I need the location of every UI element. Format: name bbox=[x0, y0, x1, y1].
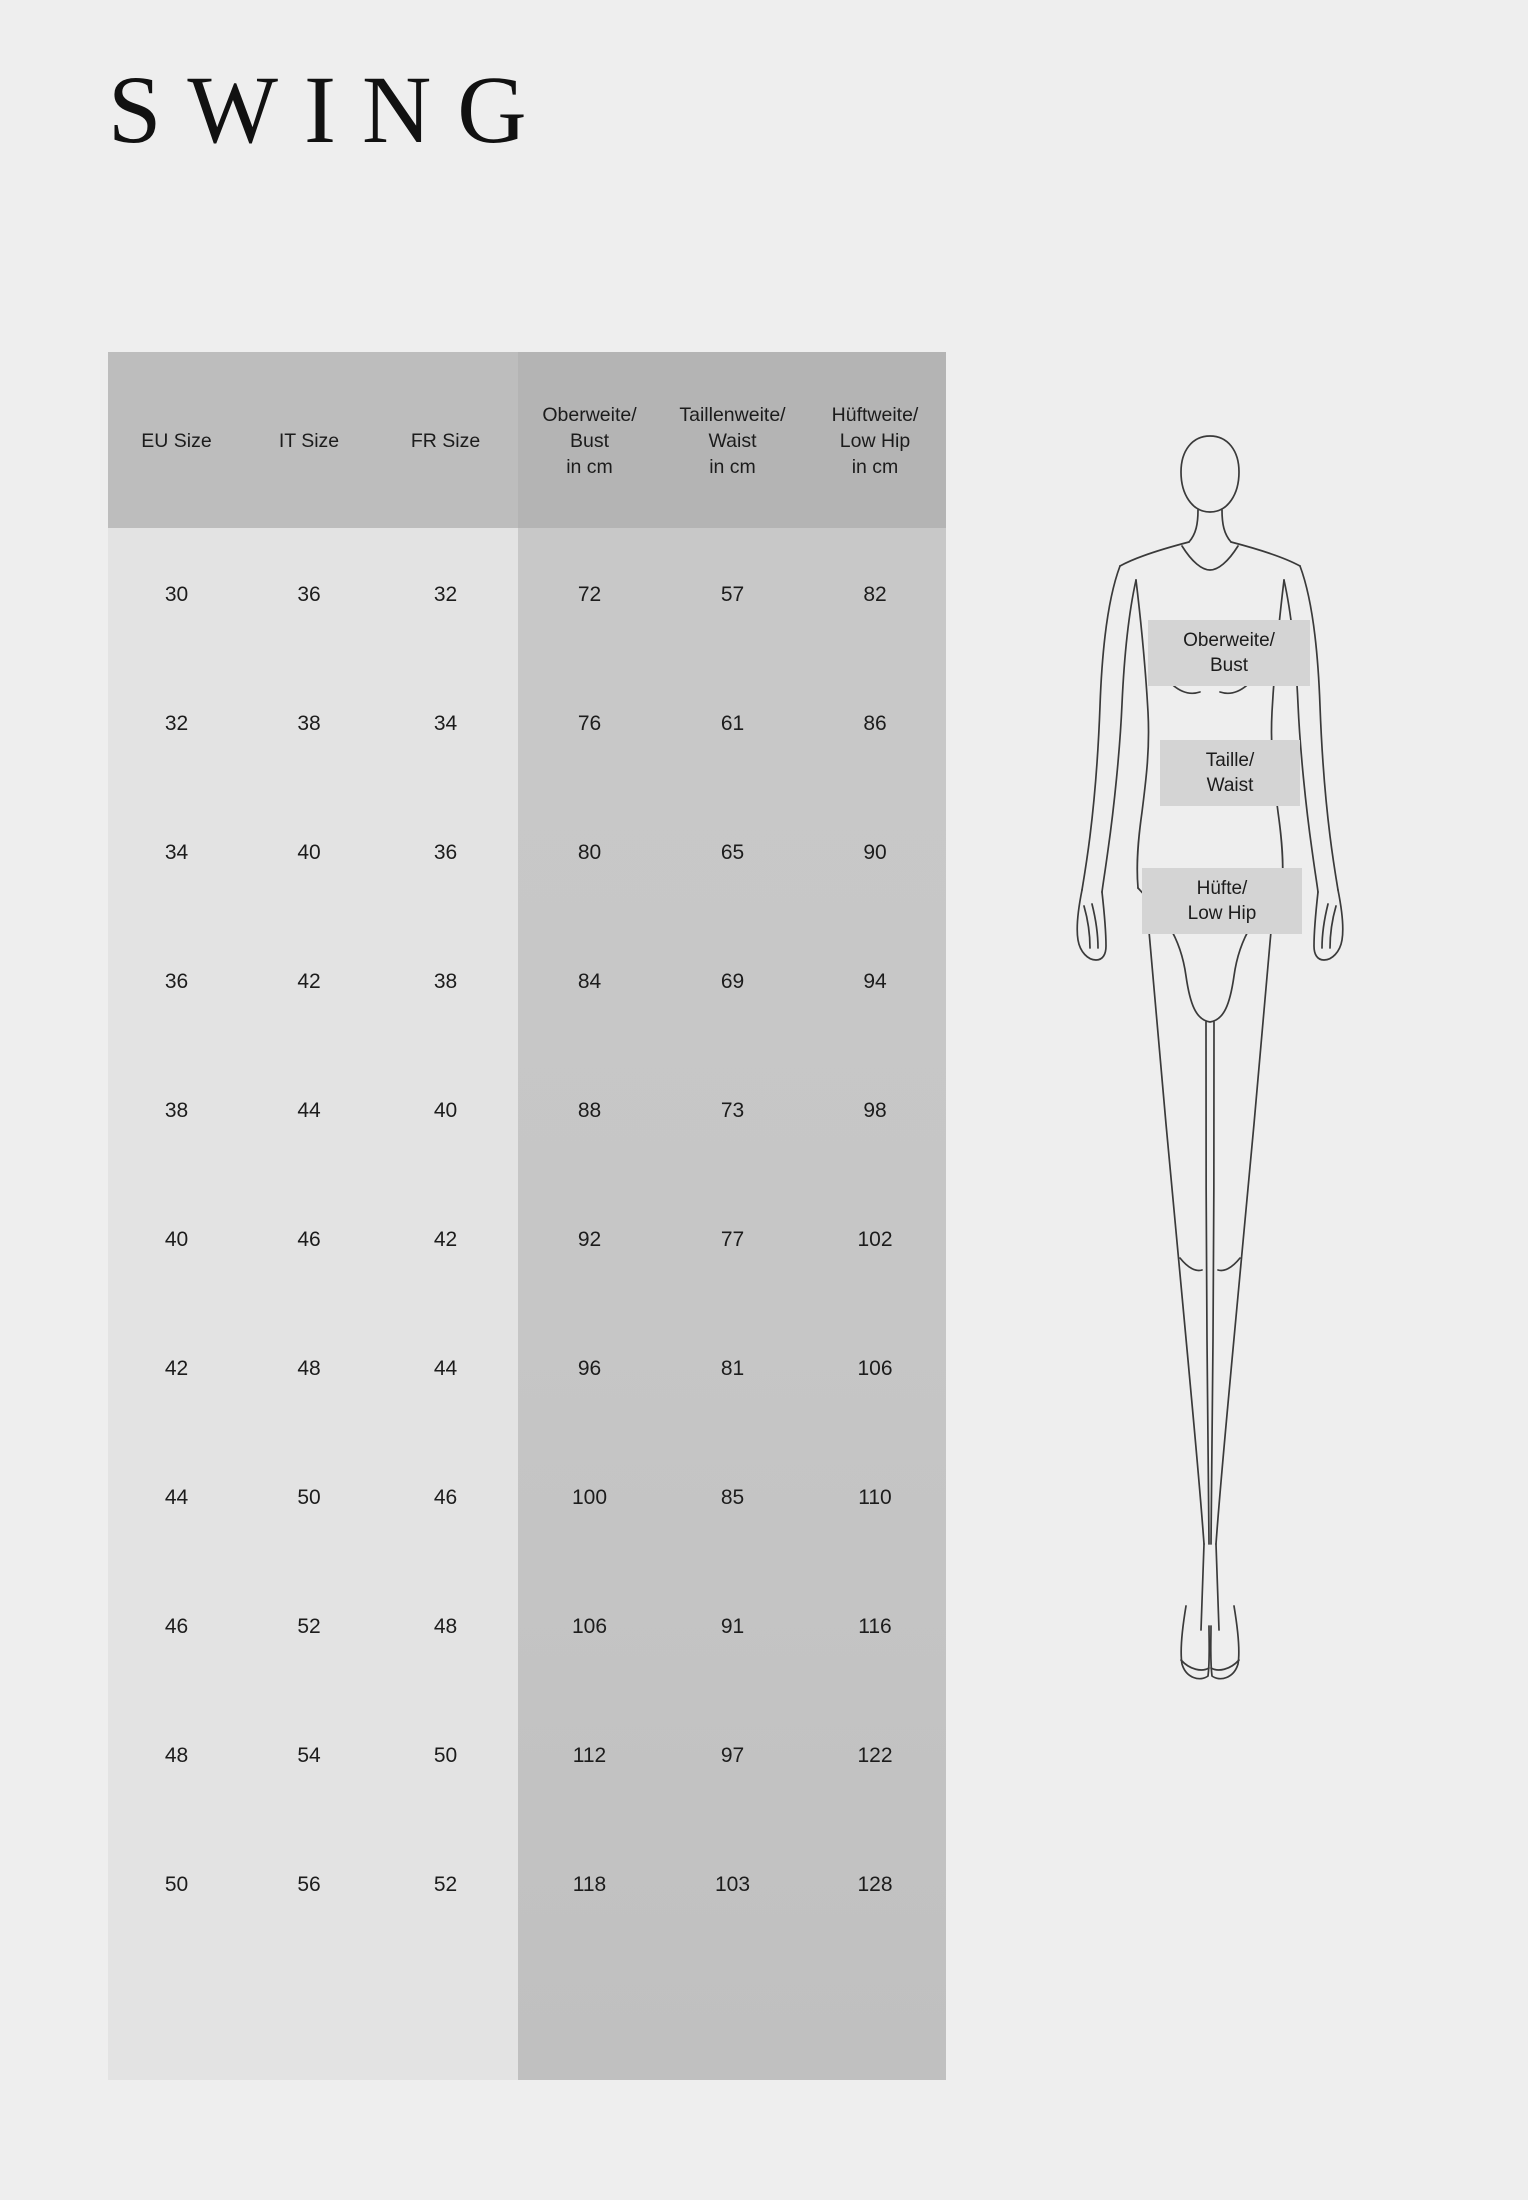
cell-bust: 72 bbox=[577, 582, 602, 606]
cell-eu-size: 36 bbox=[164, 969, 189, 993]
brand-logo: SWING bbox=[108, 56, 553, 163]
cell-waist: 97 bbox=[720, 1743, 745, 1767]
label-bust bbox=[1148, 620, 1310, 686]
cell-fr-size: 44 bbox=[433, 1356, 458, 1380]
cell-eu-size: 40 bbox=[164, 1227, 189, 1251]
hand-left bbox=[1077, 890, 1106, 960]
foot-left-toe bbox=[1181, 1660, 1209, 1670]
cell-waist: 85 bbox=[720, 1485, 745, 1509]
foot-right bbox=[1211, 1606, 1239, 1679]
knee-left bbox=[1180, 1258, 1202, 1271]
label-bust-line2: Bust bbox=[1209, 655, 1249, 677]
cell-low-hip: 82 bbox=[863, 582, 887, 606]
column-header-bust-line3: in cm bbox=[566, 456, 613, 479]
leg-right-outer bbox=[1216, 920, 1272, 1544]
table-row bbox=[108, 917, 946, 1046]
cell-waist: 91 bbox=[720, 1614, 745, 1638]
cell-eu-size: 50 bbox=[164, 1872, 189, 1896]
cell-it-size: 42 bbox=[297, 969, 321, 993]
cell-it-size: 44 bbox=[297, 1098, 321, 1122]
cell-bust: 106 bbox=[571, 1614, 608, 1638]
cell-waist: 77 bbox=[720, 1227, 745, 1251]
cell-bust: 92 bbox=[577, 1227, 602, 1251]
cell-fr-size: 40 bbox=[433, 1098, 458, 1122]
hand-right bbox=[1314, 890, 1343, 960]
size-chart-table bbox=[108, 352, 946, 1949]
column-header-waist-line1: Taillenweite/ bbox=[679, 403, 786, 426]
cell-bust: 84 bbox=[577, 969, 602, 993]
neck-left bbox=[1189, 510, 1198, 542]
hand-left-finger2 bbox=[1092, 904, 1098, 948]
cell-bust: 96 bbox=[577, 1356, 602, 1380]
cell-it-size: 52 bbox=[297, 1614, 321, 1638]
cell-eu-size: 42 bbox=[164, 1356, 189, 1380]
cell-it-size: 56 bbox=[297, 1872, 321, 1896]
column-header-eu-size bbox=[108, 352, 245, 530]
column-header-bust-line2: Bust bbox=[569, 429, 610, 452]
label-waist bbox=[1160, 740, 1300, 806]
column-header-bust-line1: Oberweite/ bbox=[542, 403, 637, 426]
ankle-right-outer bbox=[1216, 1544, 1219, 1630]
label-waist-line2: Waist bbox=[1206, 775, 1254, 797]
table-row bbox=[108, 1304, 946, 1433]
cell-bust: 88 bbox=[577, 1098, 602, 1122]
cell-fr-size: 36 bbox=[433, 840, 458, 864]
table-row bbox=[108, 788, 946, 917]
cell-it-size: 36 bbox=[297, 582, 321, 606]
cell-it-size: 40 bbox=[297, 840, 321, 864]
table-row bbox=[108, 1433, 946, 1562]
cell-waist: 103 bbox=[714, 1872, 751, 1896]
table-header-row bbox=[108, 352, 946, 530]
cell-low-hip: 94 bbox=[863, 969, 887, 993]
column-header-fr-size bbox=[373, 352, 518, 530]
cell-fr-size: 32 bbox=[433, 582, 458, 606]
cell-low-hip: 128 bbox=[857, 1872, 893, 1896]
cell-waist: 61 bbox=[720, 711, 745, 735]
table-row bbox=[108, 1820, 946, 1949]
column-header-bust bbox=[518, 352, 661, 530]
cell-eu-size: 32 bbox=[164, 711, 189, 735]
cell-low-hip: 110 bbox=[858, 1485, 892, 1509]
arm-right-outer bbox=[1300, 566, 1338, 890]
column-header-it-size bbox=[245, 352, 373, 530]
cell-fr-size: 38 bbox=[433, 969, 458, 993]
cell-low-hip: 86 bbox=[863, 711, 887, 735]
column-header-fr-size-line1: FR Size bbox=[410, 429, 481, 452]
column-header-low-hip bbox=[804, 352, 946, 530]
cell-low-hip: 102 bbox=[857, 1227, 893, 1251]
hand-right-finger1 bbox=[1330, 906, 1336, 948]
cell-bust: 112 bbox=[572, 1743, 607, 1767]
label-low-hip-line2: Low Hip bbox=[1187, 903, 1257, 925]
column-header-waist-line2: Waist bbox=[708, 429, 757, 452]
column-header-low-hip-line3: in cm bbox=[851, 456, 899, 479]
column-header-waist-line3: in cm bbox=[709, 456, 756, 479]
cell-bust: 80 bbox=[577, 840, 602, 864]
cell-low-hip: 106 bbox=[857, 1356, 893, 1380]
knee-right bbox=[1218, 1258, 1240, 1271]
cell-eu-size: 48 bbox=[164, 1743, 189, 1767]
table-row bbox=[108, 659, 946, 788]
cell-waist: 65 bbox=[720, 840, 745, 864]
cell-bust: 76 bbox=[577, 711, 602, 735]
ankle-left-outer bbox=[1201, 1544, 1204, 1630]
label-waist-line1: Taille/ bbox=[1205, 750, 1255, 771]
column-header-low-hip-line2: Low Hip bbox=[839, 429, 911, 452]
cell-eu-size: 34 bbox=[164, 840, 189, 864]
arm-left-outer bbox=[1082, 566, 1120, 890]
cell-bust: 100 bbox=[571, 1485, 608, 1509]
column-header-low-hip-line1: Hüftweite/ bbox=[831, 403, 919, 426]
cell-eu-size: 46 bbox=[164, 1614, 189, 1638]
cell-low-hip: 116 bbox=[858, 1614, 892, 1638]
leg-inner-left bbox=[1206, 1022, 1209, 1544]
cell-low-hip: 98 bbox=[863, 1098, 887, 1122]
label-low-hip bbox=[1142, 868, 1302, 934]
column-header-waist bbox=[661, 352, 804, 530]
leg-left-outer bbox=[1148, 920, 1204, 1544]
cell-it-size: 48 bbox=[297, 1356, 321, 1380]
cell-it-size: 46 bbox=[297, 1227, 321, 1251]
collarbone bbox=[1182, 546, 1238, 570]
cell-eu-size: 38 bbox=[164, 1098, 189, 1122]
torso-left bbox=[1136, 580, 1149, 888]
cell-eu-size: 30 bbox=[164, 582, 189, 606]
table-row bbox=[108, 530, 946, 659]
cell-waist: 57 bbox=[720, 582, 745, 606]
cell-it-size: 50 bbox=[297, 1485, 321, 1509]
column-header-it-size-line1: IT Size bbox=[278, 429, 340, 452]
cell-fr-size: 42 bbox=[433, 1227, 458, 1251]
table-row bbox=[108, 1691, 946, 1820]
cell-fr-size: 46 bbox=[433, 1485, 458, 1509]
leg-inner-right bbox=[1211, 1022, 1214, 1544]
cell-eu-size: 44 bbox=[164, 1485, 189, 1509]
hand-left-finger1 bbox=[1084, 906, 1090, 948]
cell-low-hip: 90 bbox=[863, 840, 887, 864]
cell-fr-size: 48 bbox=[433, 1614, 458, 1638]
cell-it-size: 54 bbox=[297, 1743, 321, 1767]
label-bust-line1: Oberweite/ bbox=[1183, 630, 1275, 651]
size-chart-table-wrapper bbox=[108, 352, 946, 2080]
hand-right-finger2 bbox=[1322, 904, 1328, 948]
label-low-hip-line1: Hüfte/ bbox=[1196, 878, 1248, 899]
head-outline bbox=[1181, 436, 1239, 512]
table-row bbox=[108, 1175, 946, 1304]
foot-right-toe bbox=[1211, 1660, 1239, 1670]
cell-bust: 118 bbox=[572, 1872, 607, 1896]
cell-it-size: 38 bbox=[297, 711, 321, 735]
cell-fr-size: 50 bbox=[433, 1743, 458, 1767]
cell-waist: 73 bbox=[720, 1098, 745, 1122]
cell-waist: 69 bbox=[720, 969, 745, 993]
shoulder-left bbox=[1120, 542, 1189, 566]
arm-left-inner bbox=[1102, 580, 1136, 892]
table-row bbox=[108, 1046, 946, 1175]
cell-waist: 81 bbox=[720, 1356, 745, 1380]
table-row bbox=[108, 1562, 946, 1691]
cell-fr-size: 52 bbox=[433, 1872, 458, 1896]
neck-right bbox=[1222, 510, 1231, 542]
column-header-eu-size-line1: EU Size bbox=[141, 429, 212, 452]
foot-left bbox=[1181, 1606, 1209, 1679]
cell-fr-size: 34 bbox=[433, 711, 458, 735]
shoulder-right bbox=[1231, 542, 1300, 566]
cell-low-hip: 122 bbox=[857, 1743, 893, 1767]
